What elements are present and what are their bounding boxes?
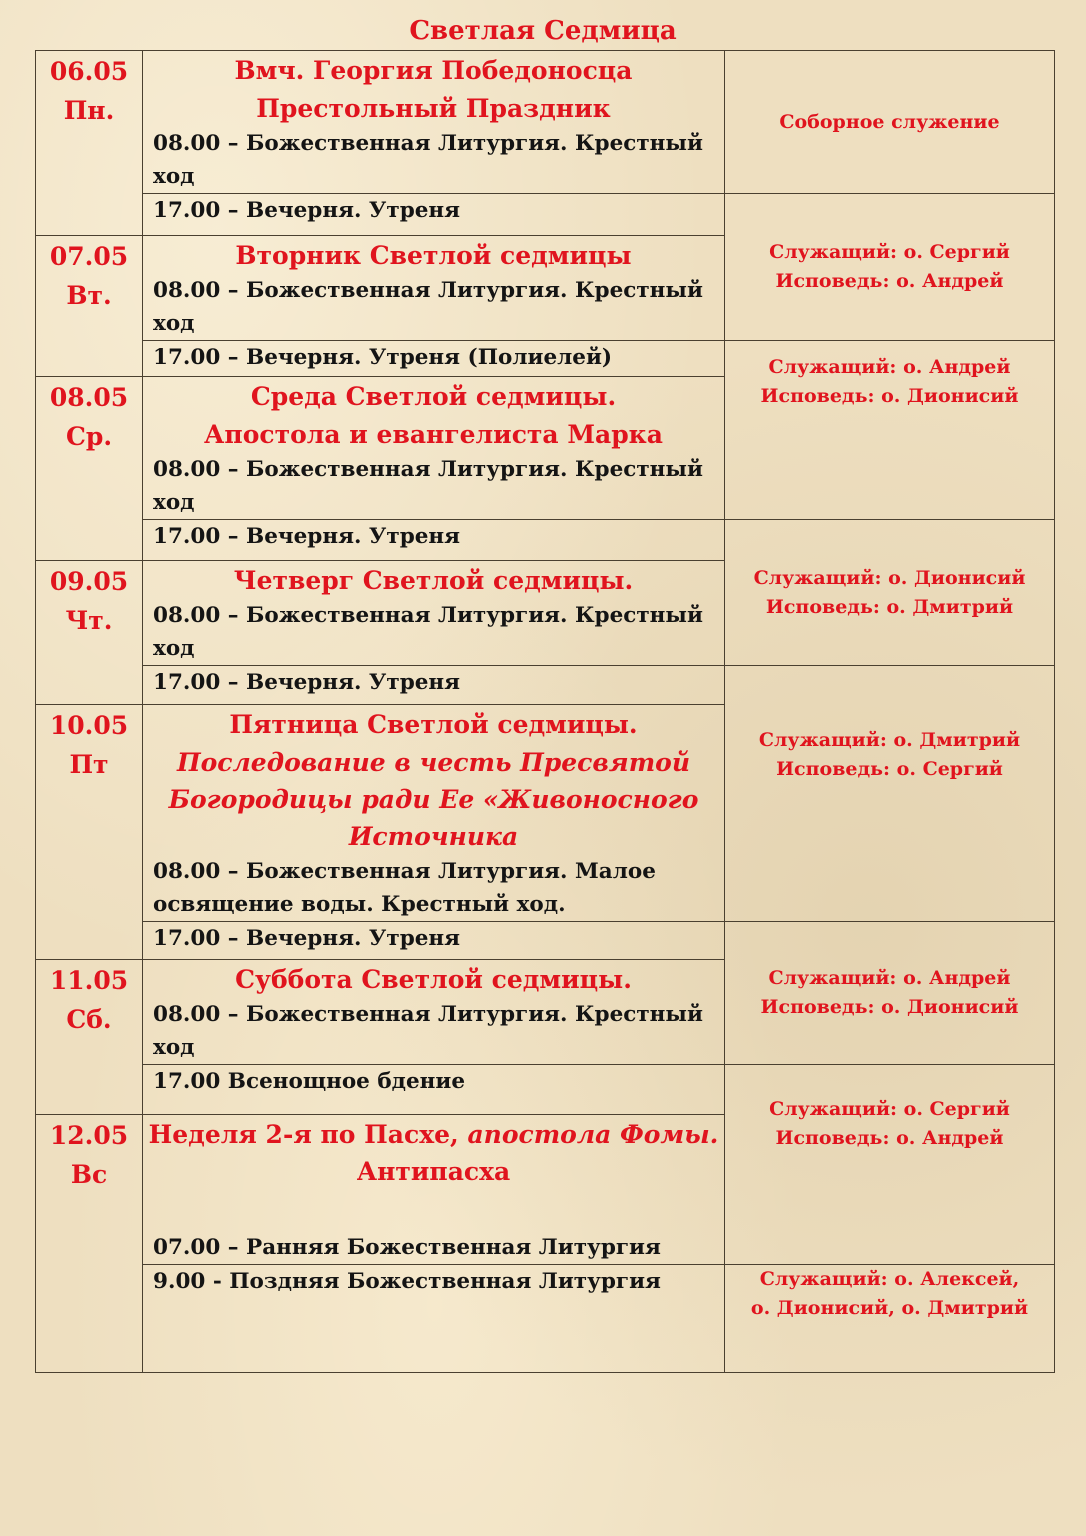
service-time: 08.00 – Божественная Литургия. Малое освящение воды. Крестный ход. <box>153 859 656 917</box>
feast-title: Престольный Праздник <box>256 94 611 123</box>
feast-title-part: Неделя 2-я по Пасхе, <box>148 1120 459 1149</box>
service-time: 08.00 – Божественная Литургия. Крестный ход <box>153 603 703 661</box>
service-cell <box>143 960 725 1065</box>
schedule-table <box>35 50 1055 1373</box>
clergy-cell <box>725 520 1055 666</box>
clergy-line: Исповедь: о. Андрей <box>775 270 1004 292</box>
service-time: 9.00 - Поздняя Божественная Литургия <box>153 1269 661 1294</box>
service-time: 08.00 – Божественная Литургия. Крестный ход <box>153 131 703 189</box>
date-cell <box>36 236 143 377</box>
service-cell <box>143 705 725 922</box>
clergy-line: Исповедь: о. Дионисий <box>760 385 1019 407</box>
schedule-row <box>36 666 1055 705</box>
feast-subtitle: Последование в честь Пресвятой Богородицы ради Ее «Живоносного Источника <box>168 748 699 851</box>
date: 12.05 <box>49 1121 129 1150</box>
feast-title: Вмч. Георгия Победоносца <box>234 56 633 85</box>
feast-title: Апостола и евангелиста Марка <box>204 420 663 449</box>
date: 11.05 <box>49 966 129 995</box>
feast-title: Среда Светлой седмицы. <box>250 382 617 411</box>
schedule-row <box>36 194 1055 236</box>
service-cell <box>143 922 725 960</box>
schedule-row <box>36 51 1055 194</box>
feast-title-part: Антипасха <box>356 1157 511 1186</box>
weekday: Сб. <box>66 1005 112 1034</box>
service-cell <box>143 1265 725 1373</box>
service-time: 08.00 – Божественная Литургия. Крестный ход <box>153 457 703 515</box>
service-time: 08.00 – Божественная Литургия. Крестный ход <box>153 1002 703 1060</box>
date: 06.05 <box>49 57 129 86</box>
date-cell <box>36 561 143 705</box>
service-time: 17.00 – Вечерня. Утреня <box>153 524 461 549</box>
clergy-cell <box>725 194 1055 341</box>
page-title: Светлая Седмица <box>409 16 677 46</box>
feast-title <box>143 1115 724 1190</box>
service-cell <box>143 194 725 236</box>
service-cell <box>143 520 725 561</box>
service-cell <box>143 561 725 666</box>
schedule-row <box>36 922 1055 960</box>
clergy-cell <box>725 922 1055 1065</box>
clergy-line: Служащий: о. Дмитрий <box>758 729 1021 751</box>
weekday: Вс <box>70 1160 108 1189</box>
schedule-row <box>36 1265 1055 1373</box>
clergy-line: Исповедь: о. Андрей <box>775 1127 1004 1149</box>
feast-title-italic: апостола Фомы. <box>467 1120 719 1149</box>
service-cell <box>143 1065 725 1115</box>
service-time: 07.00 – Ранняя Божественная Литургия <box>153 1235 661 1260</box>
feast-title: Четверг Светлой седмицы. <box>233 566 634 595</box>
clergy-line: Исповедь: о. Дмитрий <box>765 595 1014 618</box>
feast-title: Пятница Светлой седмицы. <box>229 710 638 739</box>
schedule-row <box>36 1065 1055 1115</box>
clergy-line: Служащий: о. Сергий <box>769 1098 1010 1120</box>
clergy-line: Служащий: о. Алексей, <box>759 1268 1020 1290</box>
date: 10.05 <box>49 711 129 740</box>
feast-title: Суббота Светлой седмицы. <box>235 965 632 994</box>
clergy-line: Соборное служение <box>779 110 1000 133</box>
clergy-cell <box>725 666 1055 922</box>
service-cell <box>143 51 725 194</box>
date-cell <box>36 960 143 1115</box>
clergy-line: Служащий: о. Сергий <box>769 241 1010 263</box>
weekday: Пт <box>69 750 109 779</box>
feast-title: Вторник Светлой седмицы <box>235 241 632 270</box>
date-cell <box>36 1115 143 1373</box>
clergy-line: Служащий: о. Андрей <box>768 356 1011 378</box>
service-time: 17.00 – Вечерня. Утреня <box>153 198 461 223</box>
date: 08.05 <box>49 383 129 412</box>
clergy-cell <box>725 341 1055 520</box>
weekday: Чт. <box>65 606 113 635</box>
clergy-cell <box>725 51 1055 194</box>
weekday: Пн. <box>63 96 115 125</box>
service-time: 17.00 – Вечерня. Утреня <box>153 926 461 951</box>
service-cell <box>143 341 725 377</box>
service-time: 17.00 Всенощное бдение <box>153 1069 466 1094</box>
clergy-cell <box>725 1065 1055 1265</box>
date: 07.05 <box>49 242 129 271</box>
date: 09.05 <box>49 567 129 596</box>
service-time: 08.00 – Божественная Литургия. Крестный ход <box>153 278 703 336</box>
service-cell <box>143 666 725 705</box>
service-cell <box>143 1115 725 1265</box>
clergy-line: Служащий: о. Дионисий <box>753 566 1026 589</box>
date-cell <box>36 705 143 960</box>
weekday: Вт. <box>66 281 112 310</box>
service-time: 17.00 – Вечерня. Утреня <box>153 670 461 695</box>
service-cell <box>143 377 725 520</box>
date-cell <box>36 51 143 236</box>
service-time: 17.00 – Вечерня. Утреня (Полиелей) <box>153 345 613 370</box>
date-cell <box>36 377 143 561</box>
clergy-line: Служащий: о. Андрей <box>768 967 1011 989</box>
clergy-line: о. Дионисий, о. Дмитрий <box>750 1297 1029 1319</box>
schedule-row <box>36 520 1055 561</box>
service-cell <box>143 236 725 341</box>
clergy-line: Исповедь: о. Сергий <box>776 758 1003 780</box>
clergy-cell <box>725 1265 1055 1373</box>
clergy-line: Исповедь: о. Дионисий <box>760 996 1019 1018</box>
schedule-row <box>36 341 1055 377</box>
weekday: Ср. <box>65 422 113 451</box>
